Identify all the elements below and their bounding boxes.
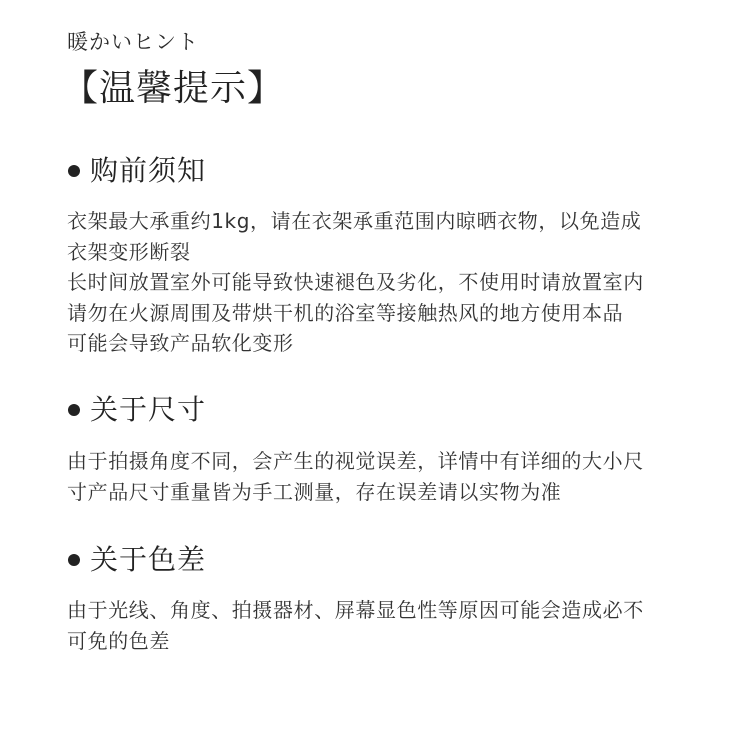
bullet-dot-icon — [68, 165, 80, 177]
section-body-color-difference — [67, 595, 707, 656]
body-line: 可能会导致产品软化变形 — [67, 331, 294, 355]
body-line: 长时间放置室外可能导致快速褪色及劣化，不使用时请放置室内 — [67, 270, 644, 294]
body-line: 由于拍摄角度不同，会产生的视觉误差，详情中有详细的大小尺 — [67, 449, 644, 473]
section-body-size — [67, 446, 707, 507]
body-line: 衣架变形断裂 — [67, 239, 191, 264]
page-title: 【温馨提示】 — [62, 68, 285, 109]
body-line: 由于光线、角度、拍摄器材、屏幕显色性等原因可能会造成必不 — [67, 598, 644, 622]
body-line: 寸产品尺寸重量皆为手工测量，存在误差请以实物为准 — [67, 479, 562, 504]
body-line: 请勿在火源周围及带烘干机的浴室等接触热风的地方使用本品 — [67, 300, 624, 325]
section-heading-label: 关于色差 — [90, 543, 207, 576]
section-body-pre-purchase — [67, 206, 707, 359]
page-subtitle: 暖かいヒント — [67, 30, 199, 54]
section-heading-label: 关于尺寸 — [90, 393, 207, 426]
body-line: 衣架最大承重约1kg，请在衣架承重范围内晾晒衣物，以免造成 — [67, 209, 642, 233]
section-heading-color-difference — [68, 543, 206, 577]
section-heading-size — [68, 393, 206, 427]
section-heading-label: 购前须知 — [90, 154, 207, 187]
body-line: 可免的色差 — [67, 628, 170, 653]
bullet-dot-icon — [68, 554, 80, 566]
bullet-dot-icon — [68, 404, 80, 416]
section-heading-pre-purchase — [68, 154, 206, 188]
